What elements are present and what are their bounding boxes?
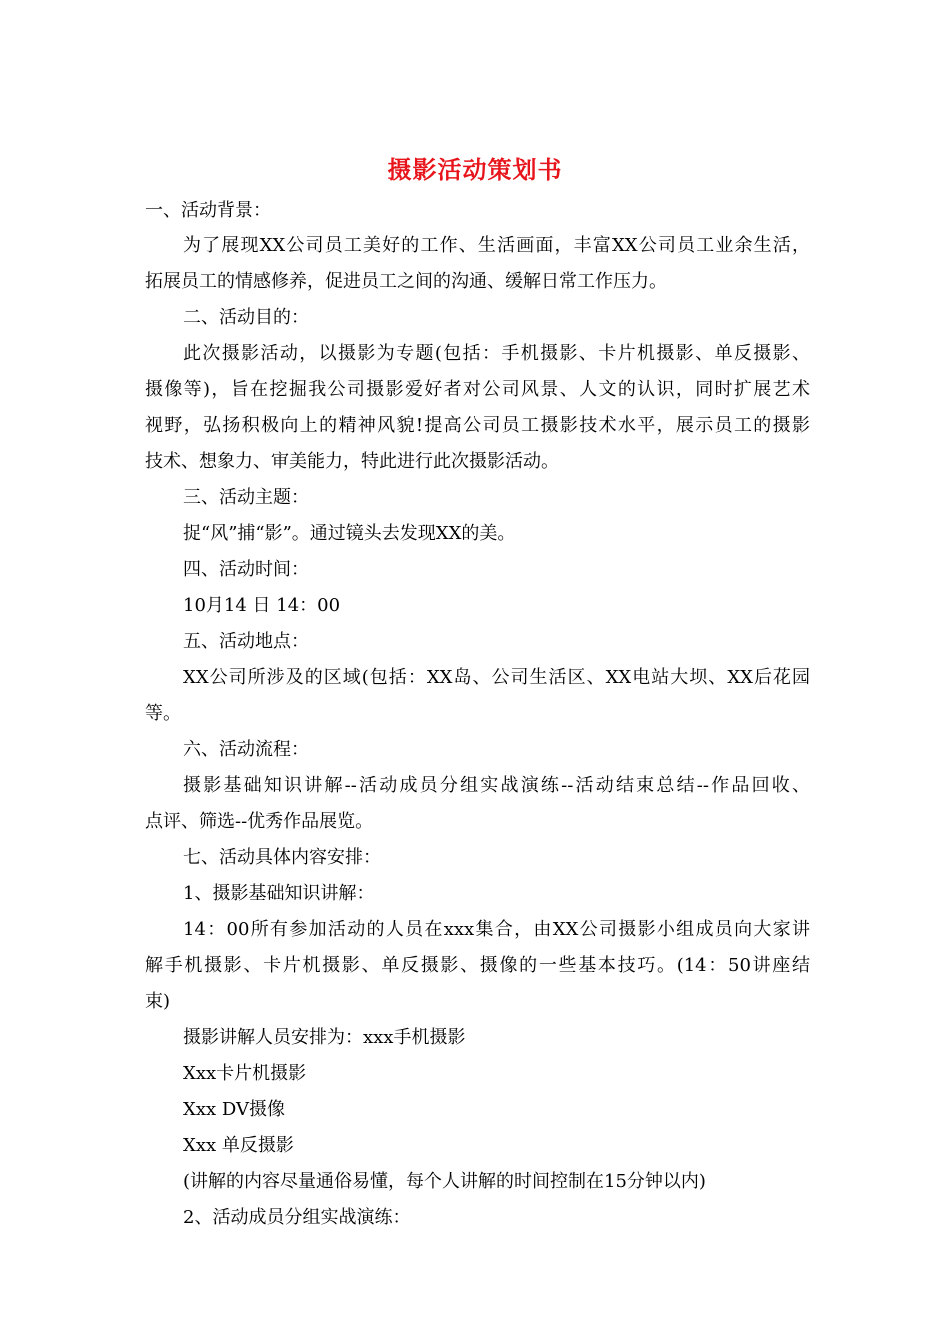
heading-process: 六、活动流程：: [183, 739, 309, 760]
paragraph-line: Xxx卡片机摄影: [183, 1063, 307, 1084]
heading-location: 五、活动地点：: [183, 631, 309, 652]
paragraph-line: 拓展员工的情感修养，促进员工之间的沟通、缓解日常工作压力。: [145, 271, 667, 292]
paragraph-line: 视野，弘扬积极向上的精神风貌!提高公司员工摄影技术水平，展示员工的摄影: [145, 415, 810, 436]
paragraph-line: (讲解的内容尽量通俗易懂，每个人讲解的时间控制在15分钟以内): [183, 1171, 706, 1192]
heading-arrangement: 七、活动具体内容安排：: [183, 847, 381, 868]
paragraph-line: 摄影基础知识讲解--活动成员分组实战演练--活动结束总结--作品回收、: [183, 775, 810, 796]
paragraph-line: 点评、筛选--优秀作品展览。: [145, 811, 374, 832]
paragraph-line: 捉“风”捕“影”。通过镜头去发现XX的美。: [183, 523, 516, 544]
paragraph-line: 14：00所有参加活动的人员在xxx集合，由XX公司摄影小组成员向大家讲: [183, 919, 810, 940]
heading-theme: 三、活动主题：: [183, 487, 309, 508]
subheading: 1、摄影基础知识讲解：: [183, 883, 375, 904]
document-title: 摄影活动策划书: [387, 155, 563, 184]
heading-purpose: 二、活动目的：: [183, 307, 309, 328]
subheading: 2、活动成员分组实战演练：: [183, 1207, 411, 1228]
paragraph-line: 束): [145, 991, 171, 1012]
paragraph-line: 为了展现XX公司员工美好的工作、生活画面，丰富XX公司员工业余生活，: [183, 235, 810, 256]
paragraph-line: 摄像等)，旨在挖掘我公司摄影爱好者对公司风景、人文的认识，同时扩展艺术: [145, 379, 810, 400]
heading-background: 一、活动背景：: [145, 200, 271, 221]
paragraph-line: 等。: [145, 703, 181, 724]
paragraph-line: 解手机摄影、卡片机摄影、单反摄影、摄像的一些基本技巧。(14：50讲座结: [145, 955, 810, 976]
paragraph-line: Xxx 单反摄影: [183, 1135, 294, 1156]
paragraph-line: 摄影讲解人员安排为：xxx手机摄影: [183, 1027, 466, 1048]
paragraph-line: 此次摄影活动，以摄影为专题(包括：手机摄影、卡片机摄影、单反摄影、: [183, 343, 810, 364]
heading-time: 四、活动时间：: [183, 559, 309, 580]
paragraph-line: Xxx DV摄像: [183, 1099, 285, 1120]
paragraph-line: XX公司所涉及的区域(包括：XX岛、公司生活区、XX电站大坝、XX后花园: [183, 667, 810, 688]
paragraph-line: 技术、想象力、审美能力，特此进行此次摄影活动。: [145, 451, 559, 472]
paragraph-line: 10月14 日 14：00: [183, 595, 341, 616]
